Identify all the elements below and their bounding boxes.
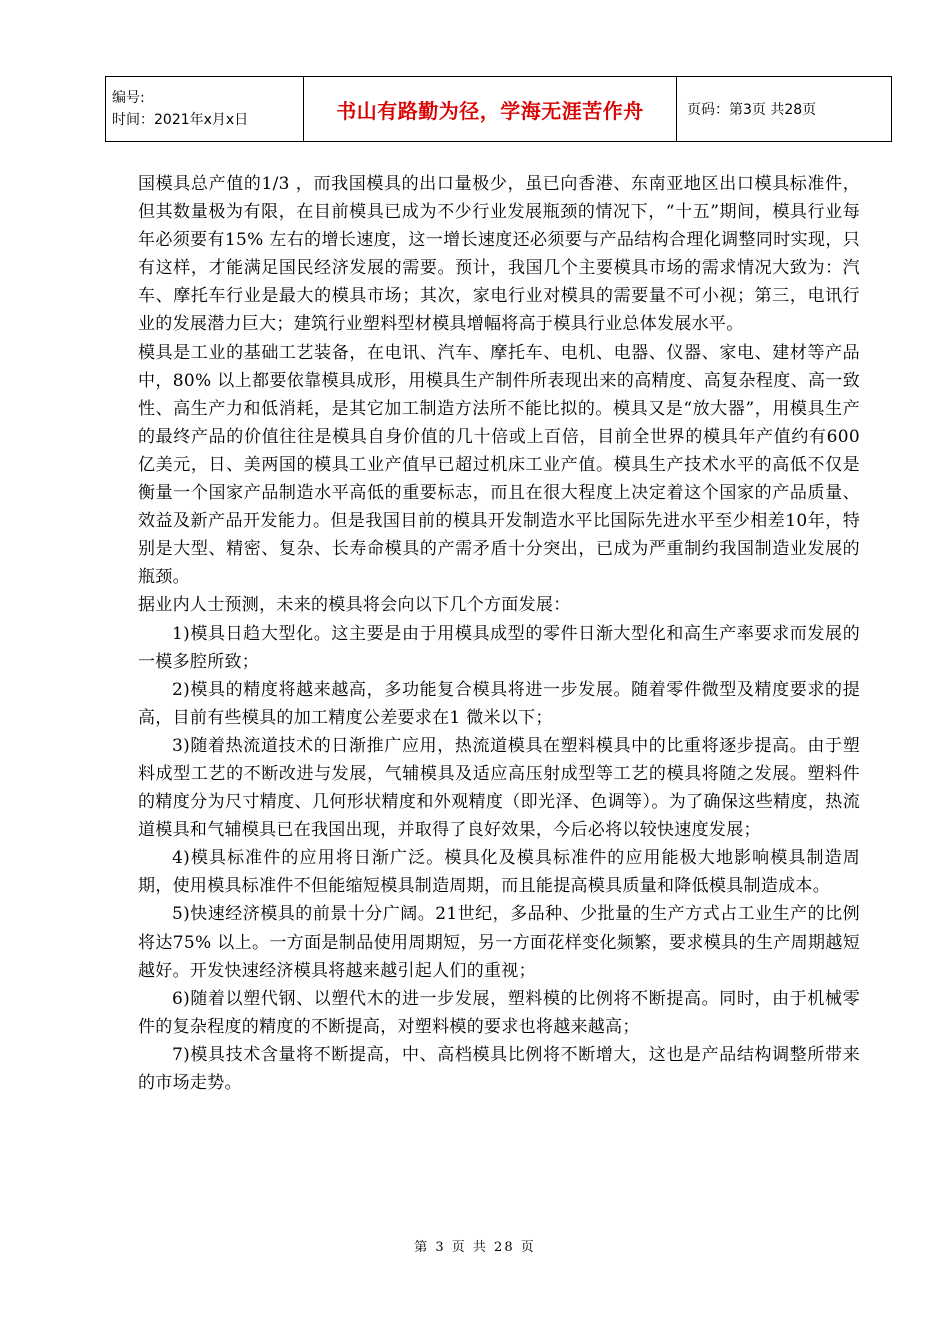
list-item-4: 4)模具标准件的应用将日渐广泛。模具化及模具标准件的应用能极大地影响模具制造周期，使用模具标准件不但能缩短模具制造周期，而且能提高模具质量和降低模具制造成本。 <box>138 848 860 897</box>
header-motto-cell <box>304 77 677 141</box>
document-number-label: 编号: <box>112 90 145 106</box>
list-item-2: 2)模具的精度将越来越高，多功能复合模具将进一步发展。随着零件微型及精度要求的提高，目前有些模具的加工精度公差要求在1 微米以下； <box>138 679 860 728</box>
header-motto: 书山有路勤为径，学海无涯苦作舟 <box>336 98 644 123</box>
list-item-3: 3)随着热流道技术的日渐推广应用，热流道模具在塑料模具中的比重将逐步提高。由于塑料成型工艺的不断改进与发展，气辅模具及适应高压射成型等工艺的模具将随之发展。塑料件的精度分为尺寸精度、几何形状精度和外观精度（即光泽、色调等）。为了确保这些精度，热流道模具和气辅模具已在我国出现，并取得了良好效果，今后必将以较快速度发展； <box>138 735 860 841</box>
list-item-7: 7)模具技术含量将不断提高，中、高档模具比例将不断增大，这也是产品结构调整所带来的市场走势。 <box>138 1044 860 1093</box>
paragraph-forecast-intro: 据业内人士预测，未来的模具将会向以下几个方面发展： <box>138 595 571 616</box>
header-table <box>105 76 892 142</box>
footer-page-number: 第 3 页 共 28 页 <box>414 1240 536 1255</box>
list-item-6: 6)随着以塑代钢、以塑代木的进一步发展，塑料模的比例将不断提高。同时，由于机械零件的复杂程度的精度的不断提高，对塑料模的要求也将越来越高； <box>138 988 860 1037</box>
document-time-label: 时间：2021年x月x日 <box>112 112 249 128</box>
header-meta-cell <box>106 77 304 141</box>
paragraph-mold-importance: 模具是工业的基础工艺装备，在电讯、汽车、摩托车、电机、电器、仪器、家电、建材等产品中，80% 以上都要依靠模具成形，用模具生产制件所表现出来的高精度、高复杂程度、高一致性、高生产力和低消耗，是其它加工制造方法所不能比拟的。模具又是“放大器”，用模具生产的最终产品的价值往往是模具自身价值的几十倍或上百倍，目前全世界的模具年产值约有600 亿美元，日、美两国的模具工业产值早已超过机床工业产值。模具生产技术水平的高低不仅是衡量一个国家产品制造水平高低的重要标志，而且在很大程度上决定着这个国家的产品质量、效益及新产品开发能力。但是我国目前的模具开发制造水平比国际先进水平至少相差10年，特别是大型、精密、复杂、长寿命模具的产需矛盾十分突出，已成为严重制约我国制造业发展的瓶颈。 <box>138 342 860 588</box>
list-item-5: 5)快速经济模具的前景十分广阔。21世纪，多品种、少批量的生产方式占工业生产的比例将达75% 以上。一方面是制品使用周期短，另一方面花样变化频繁，要求模具的生产周期越短越好。开发快速经济模具将越来越引起人们的重视； <box>138 904 860 981</box>
page-footer <box>0 1236 950 1255</box>
list-item-1: 1)模具日趋大型化。这主要是由于用模具成型的零件日渐大型化和高生产率要求而发展的一模多腔所致； <box>138 623 860 672</box>
header-page-number: 页码：第3页 共28页 <box>687 102 817 118</box>
header-page-cell <box>677 77 891 141</box>
paragraph-continuation: 国模具总产值的1/3 ，而我国模具的出口量极少，虽已向香港、东南亚地区出口模具标准件，但其数量极为有限，在目前模具已成为不少行业发展瓶颈的情况下，“十五”期间，模具行业每年必须要有15% 左右的增长速度，这一增长速度还必须要与产品结构合理化调整同时实现，只有这样，才能满足国民经济发展的需要。预计，我国几个主要模具市场的需求情况大致为：汽车、摩托车行业是最大的模具市场；其次，家电行业对模具的需要量不可小视；第三，电讯行业的发展潜力巨大；建筑行业塑料型材模具增幅将高于模具行业总体发展水平。 <box>138 174 860 335</box>
document-body <box>138 170 860 1097</box>
